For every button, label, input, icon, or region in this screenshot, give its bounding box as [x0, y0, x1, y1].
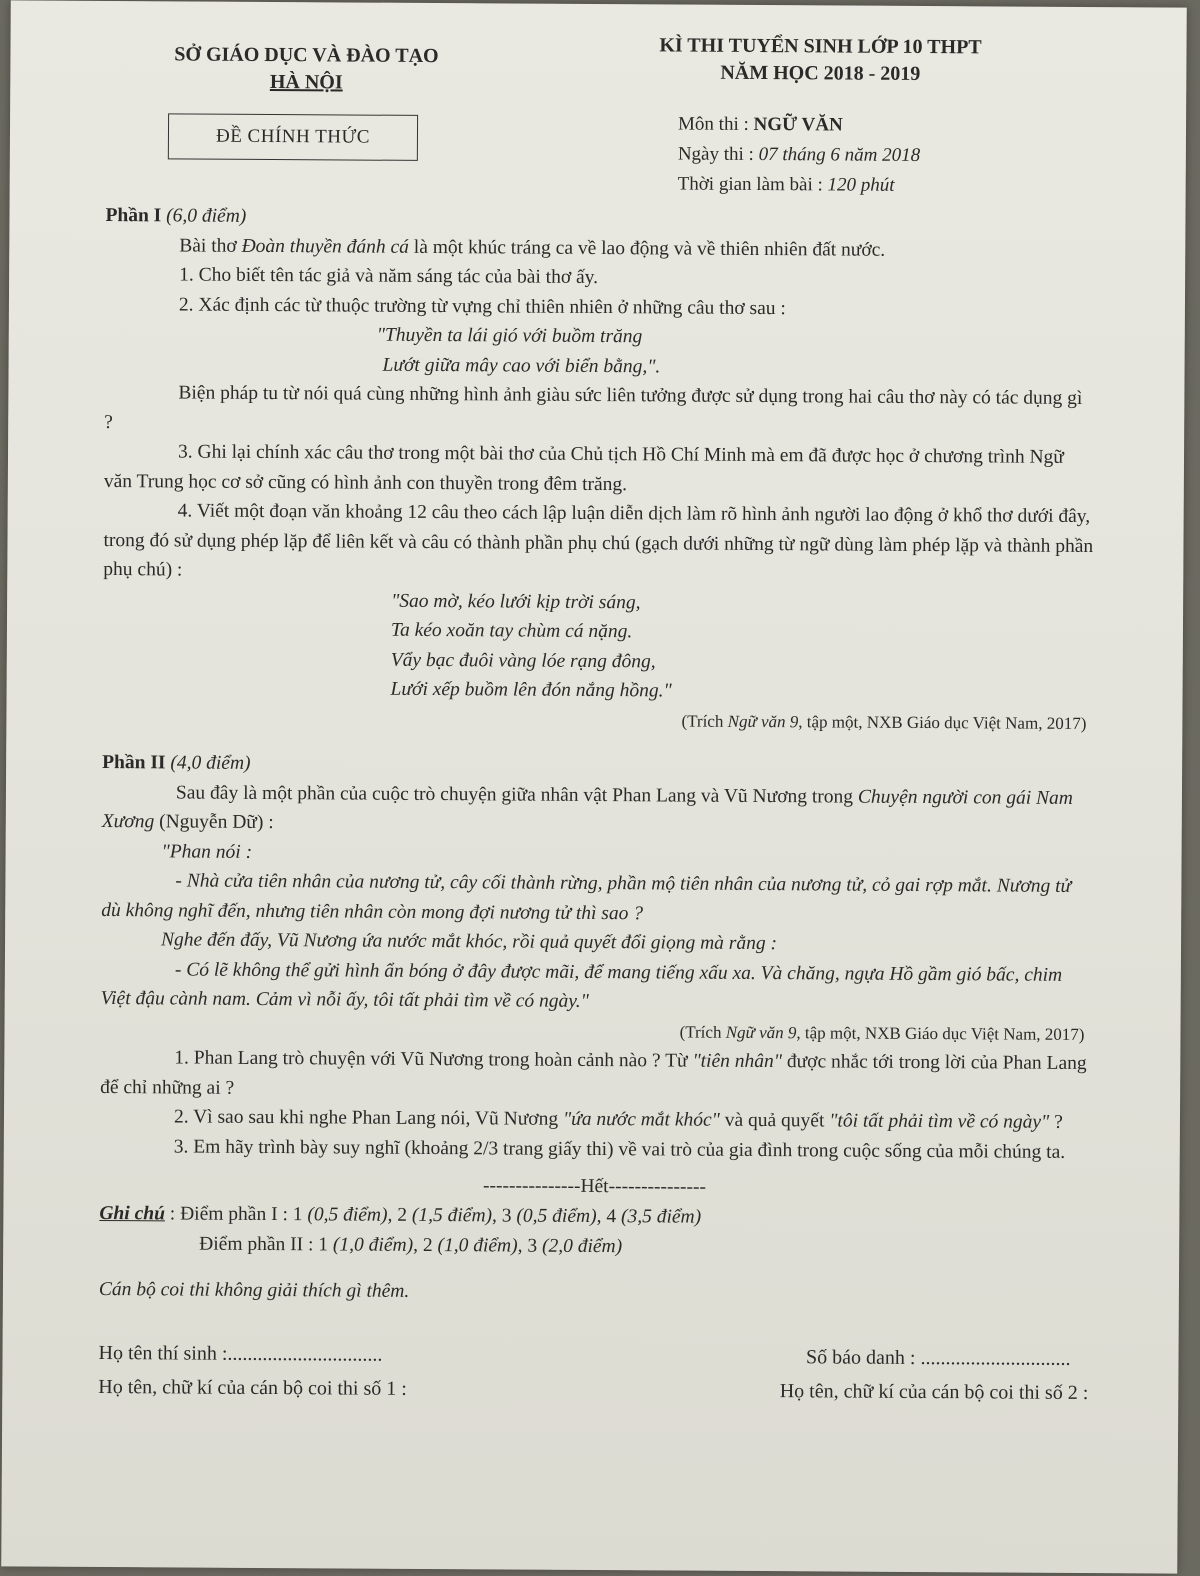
proctor-2-field: Họ tên, chữ kí của cán bộ coi thi số 2 : — [779, 1380, 1089, 1405]
subject-line: Môn thi : NGỮ VĂN — [677, 113, 843, 136]
candidate-number-field: Số báo danh : .............................. — [806, 1346, 1071, 1370]
part2-heading: Phần II (4,0 điểm) — [102, 751, 251, 774]
part1-source: (Trích Ngữ văn 9, tập một, NXB Giáo dục Việt Nam, 2017) — [681, 711, 1087, 733]
part1-question-4: 4. Viết một đoạn văn khoảng 12 câu theo cách lập luận diễn dịch làm rõ hình ảnh người lao động ở khổ thơ dưới đây, trong đó sử dụng phép lặp để liên kết và câu có thành phần phụ chú (gạch dưới những từ ngữ dùng làm phép lặp và thành phần phụ chú) : — [103, 500, 1094, 581]
candidate-name-field: Họ tên thí sinh :............................... — [98, 1341, 383, 1366]
part1-question-1: 1. Cho biết tên tác giả và năm sáng tác của bài thơ ấy. — [179, 264, 599, 289]
poem2-line: Lưới xếp buồm lên đón nắng hồng." — [390, 678, 672, 702]
scoring-note-line-2: Điểm phần II : 1 (1,0 điểm), 2 (1,0 điểm), 3 (2,0 điểm) — [199, 1233, 623, 1257]
proctor-note: Cán bộ coi thi không giải thích gì thêm. — [98, 1278, 410, 1302]
part1-question-2b: Biện pháp tu từ nói quá cùng những hình ảnh giàu sức liên tưởng được sử dụng trong hai câu thơ này có tác dụng gì ? — [104, 382, 1083, 433]
exam-meta — [678, 110, 921, 201]
excerpt-line: "Phan nói : — [161, 840, 253, 863]
exam-title: KÌ THI TUYỂN SINH LỚP 10 THPT — [659, 34, 982, 59]
part2-intro: Sau đây là một phần của cuộc trò chuyện giữa nhân vật Phan Lang và Vũ Nương trong Chuyện người con gái Nam Xương (Nguyễn Dữ) : — [101, 781, 1073, 834]
school-year: NĂM HỌC 2018 - 2019 — [720, 61, 921, 85]
exam-paper — [1, 0, 1187, 1573]
part2-question-2: 2. Vì sao sau khi nghe Phan Lang nói, Vũ Nương "ứa nước mắt khóc" và quả quyết "tôi tất phải tìm về có ngày" ? — [173, 1106, 1063, 1133]
excerpt-line: - Nhà cửa tiên nhân của nương tử, cây cối thành rừng, phần mộ tiên nhân của nương tử, cỏ gai rợp mắt. Nương tử dù không nghĩ đến, nhưng tiên nhân còn mong đợi nương tử thì sao ? — [101, 870, 1072, 924]
duration-value: 120 phút — [827, 174, 895, 196]
department-header — [106, 41, 506, 97]
exam-body — [98, 201, 1095, 1410]
exam-header — [610, 32, 1030, 89]
end-mark: ---------------Hết--------------- — [483, 1175, 707, 1198]
subject-value: NGỮ VĂN — [753, 113, 843, 136]
part2-source: (Trích Ngữ văn 9, tập một, NXB Giáo dục Việt Nam, 2017) — [679, 1022, 1085, 1044]
poem2-line: Ta kéo xoăn tay chùm cá nặng. — [390, 619, 633, 643]
duration-line: Thời gian làm bài : 120 phút — [677, 173, 895, 196]
poem1-line: "Thuyền ta lái gió với buồm trăng — [376, 324, 643, 348]
scoring-note-line-1: Ghi chú : Điểm phần I : 1 (0,5 điểm), 2 (1,5 điểm), 3 (0,5 điểm), 4 (3,5 điểm) — [99, 1202, 702, 1228]
date-value: 07 tháng 6 năm 2018 — [758, 143, 921, 166]
part1-intro: Bài thơ Đoàn thuyền đánh cá là một khúc tráng ca về lao động và về thiên nhiên đất nước. — [179, 234, 886, 261]
poem1-line: Lướt giữa mây cao với biển bằng,". — [382, 354, 661, 377]
part2-question-3: 3. Em hãy trình bày suy nghĩ (khoảng 2/3 trang giấy thi) về vai trò của gia đình trong cuộc sống của mỗi chúng ta. — [173, 1135, 1066, 1163]
excerpt-line: - Có lẽ không thể gửi hình ẩn bóng ở đây được mãi, để mang tiếng xấu xa. Và chăng, ngựa Hồ gầm gió bấc, chim Việt đậu cành nam. Cảm vì nỗi ấy, tôi tất phải tìm về có ngày." — [100, 958, 1063, 1012]
part1-heading: Phần I (6,0 điểm) — [105, 205, 247, 227]
excerpt-line: Nghe đến đấy, Vũ Nương ứa nước mắt khóc, rồi quả quyết đổi giọng mà rằng : — [160, 929, 778, 955]
department-name: SỞ GIÁO DỤC VÀ ĐÀO TẠO — [174, 43, 439, 68]
proctor-1-field: Họ tên, chữ kí của cán bộ coi thi số 1 : — [98, 1375, 407, 1400]
proctor-fields-row — [98, 1370, 1088, 1410]
poem2-line: "Sao mờ, kéo lưới kịp trời sáng, — [391, 590, 641, 613]
scoring-note — [99, 1198, 1089, 1264]
part2-question-1: 1. Phan Lang trò chuyện với Vũ Nương trong hoàn cảnh nào ? Từ "tiên nhân" được nhắc tới trong lời của Phan Lang để chỉ những ai ? — [100, 1047, 1087, 1099]
poem2-line: Vẩy bạc đuôi vàng lóe rạng đông, — [390, 649, 656, 672]
date-line: Ngày thi : 07 tháng 6 năm 2018 — [677, 143, 921, 166]
part1-question-3: 3. Ghi lại chính xác câu thơ trong một bài thơ của Chủ tịch Hồ Chí Minh mà em đã được học ở chương trình Ngữ văn Trung học cơ sở cũng có hình ảnh con thuyền trong đêm trăng. — [103, 441, 1064, 495]
department-city: HÀ NỘI — [269, 71, 343, 94]
part1-question-2: 2. Xác định các từ thuộc trường từ vựng chỉ thiên nhiên ở những câu thơ sau : — [178, 293, 786, 319]
official-badge: ĐỀ CHÍNH THỨC — [168, 113, 418, 161]
